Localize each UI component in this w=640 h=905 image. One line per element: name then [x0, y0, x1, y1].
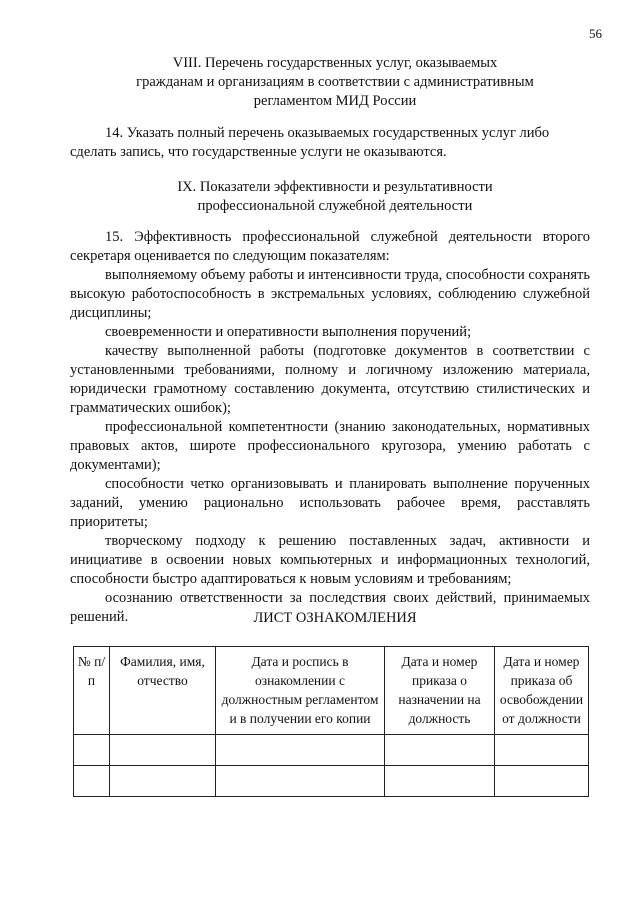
criterion-competence: профессиональной компетентности (знанию законодательных, нормативных правовых актов, широте профессионального кругозора, умению работать с документами); [70, 419, 590, 473]
paragraph-line: 14. Указать полный перечень оказываемых государственных услуг либо [105, 125, 550, 141]
item-15-intro: 15. Эффективность профессиональной служебной деятельности второго секретаря оценивается по следующим показателям: [70, 229, 590, 264]
table-cell [110, 766, 216, 797]
column-header-number: № п/п [74, 647, 110, 735]
table-cell [74, 735, 110, 766]
criterion-workload: выполняемому объему работы и интенсивности труда, способности сохранять высокую работоспособность в экстремальных условиях, соблюдению служебной дисциплины; [70, 267, 590, 321]
heading-line: профессиональной служебной деятельности [197, 198, 473, 214]
page-number: 56 [589, 26, 602, 41]
criterion-responsibility: осознанию ответственности за последствия своих действий, принимаемых решений. [70, 590, 590, 625]
heading-line: гражданам и организациям в соответствии с административным [136, 74, 534, 90]
paragraph-line: сделать запись, что государственные услуги не оказываются. [70, 144, 447, 160]
section-8-heading [70, 54, 600, 111]
table-row [74, 735, 589, 766]
acknowledgement-table [73, 646, 589, 797]
table-cell [110, 735, 216, 766]
section-9-heading [70, 178, 600, 216]
table-row [74, 766, 589, 797]
heading-line: VIII. Перечень государственных услуг, оказываемых [172, 55, 498, 71]
column-header-dismissal: Дата и номер приказа об освобождении от должности [495, 647, 589, 735]
heading-line: регламентом МИД России [253, 93, 417, 109]
table-cell [495, 735, 589, 766]
criterion-creativity: творческому подходу к решению поставленных задач, активности и инициативе в освоении новых компьютерных и информационных технологий, способности быстро адаптироваться к новым условиям и требованиям; [70, 533, 590, 587]
table-cell [385, 735, 495, 766]
item-14-paragraph [70, 124, 590, 162]
column-header-signature: Дата и роспись в ознакомлении с должностным регламентом и в получении его копии [216, 647, 385, 735]
item-15-paragraph [70, 228, 590, 627]
criterion-organization: способности четко организовывать и планировать выполнение порученных заданий, умению рационально использовать рабочее время, расставлять приоритеты; [70, 476, 590, 530]
table-cell [385, 766, 495, 797]
criterion-timeliness: своевременности и оперативности выполнения поручений; [105, 324, 472, 340]
table-cell [216, 735, 385, 766]
column-header-name: Фамилия, имя, отчество [110, 647, 216, 735]
heading-line: IX. Показатели эффективности и результативности [177, 179, 493, 195]
table-cell [74, 766, 110, 797]
table-cell [216, 766, 385, 797]
criterion-quality: качеству выполненной работы (подготовке документов в соответствии с установленными требованиями, полному и логичному изложению материала, юридически грамотному составлению документа, отсутствию стилистических и грамматических ошибок); [70, 343, 590, 416]
table-header-row [74, 647, 589, 735]
acknowledgement-title: ЛИСТ ОЗНАКОМЛЕНИЯ [253, 610, 417, 626]
column-header-appointment: Дата и номер приказа о назначении на должность [385, 647, 495, 735]
table-cell [495, 766, 589, 797]
